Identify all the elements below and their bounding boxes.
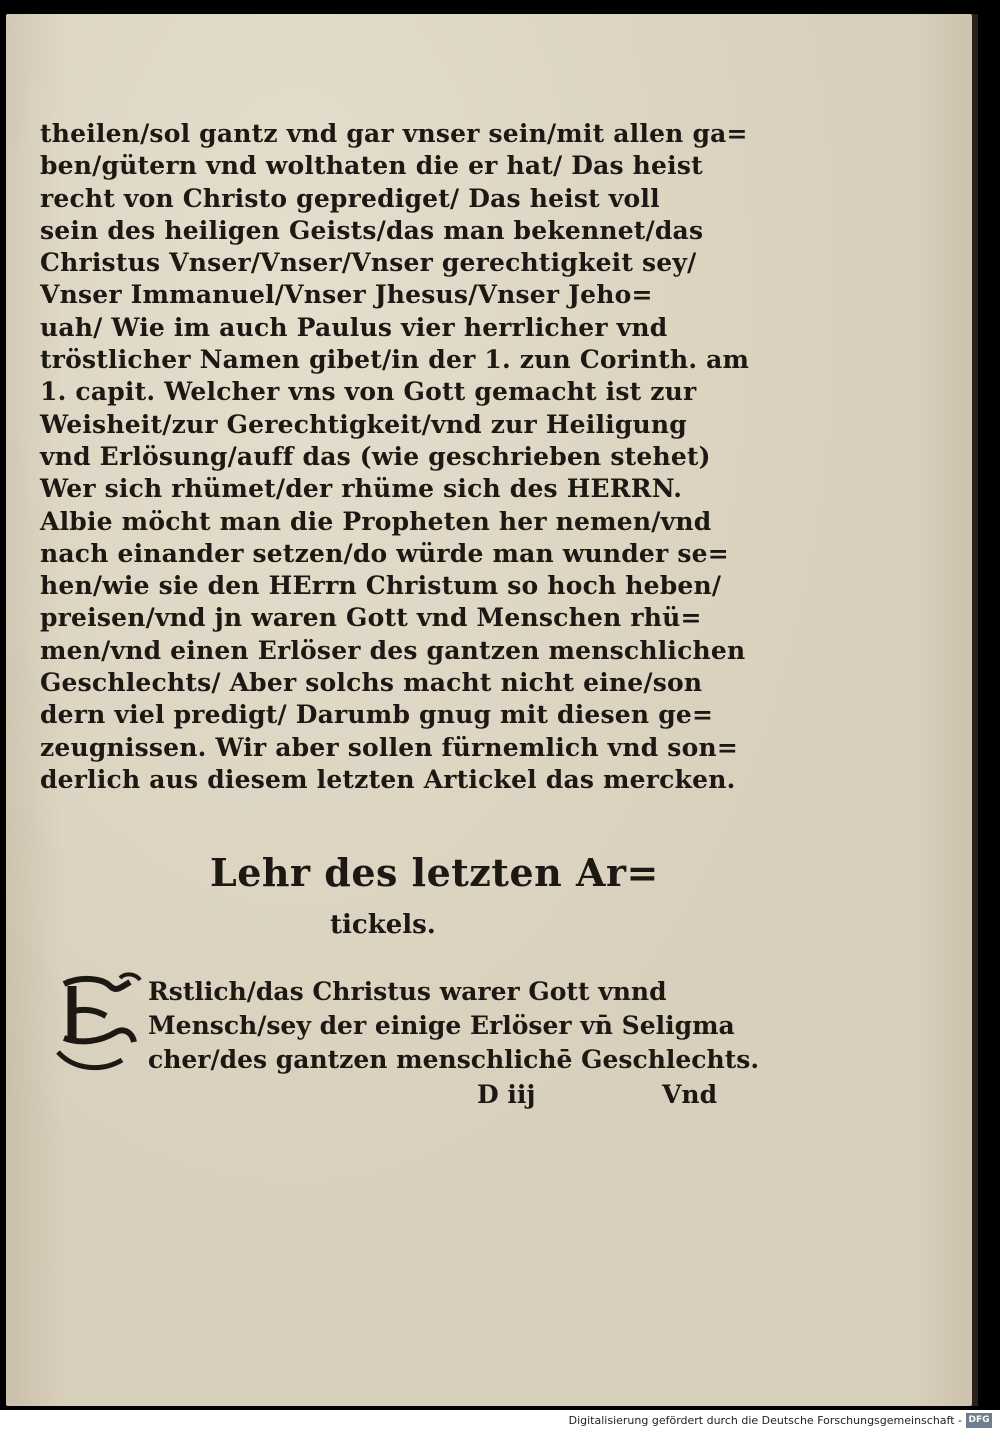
text-line: tröstlicher Namen gibet/in der 1. zun Corinth. am [40, 345, 750, 375]
text-line: zeugnissen. Wir aber sollen fürnemlich vnd son= [40, 732, 738, 762]
text-line: Mensch/sey der einige Erlöser vn̄ Seligma [148, 1011, 735, 1040]
text-line: Wer sich rhümet/der rhüme sich des HERRN. [40, 474, 683, 504]
section-heading: Lehr des letzten Ar= [210, 850, 659, 895]
text-line: sein des heiligen Geists/das man bekennet/das [40, 215, 704, 245]
text-line: Geschlechts/ Aber solchs macht nicht eine/son [40, 668, 703, 698]
text-line: nach einander setzen/do würde man wunder se= [40, 538, 729, 568]
text-line: Albie möcht man die Propheten her nemen/vnd [40, 506, 712, 536]
text-line: 1. capit. Welcher vns von Gott gemacht ist zur [40, 377, 697, 407]
text-line: uah/ Wie im auch Paulus vier herrlicher vnd [40, 312, 668, 342]
text-line: theilen/sol gantz vnd gar vnser sein/mit allen ga= [40, 119, 748, 148]
footer-credit: Digitalisierung gefördert durch die Deutsche Forschungsgemeinschaft - [568, 1414, 962, 1427]
text-line: recht von Christo geprediget/ Das heist voll [40, 183, 660, 213]
text-line: ben/gütern vnd wolthaten die er hat/ Das heist [40, 151, 703, 181]
text-line: vnd Erlösung/auff das (wie geschrieben stehet) [40, 441, 711, 471]
dfg-logo: DFG [966, 1413, 992, 1428]
text-line: preisen/vnd jn waren Gott vnd Menschen rhü= [40, 603, 702, 633]
text-line: men/vnd einen Erlöser des gantzen menschlichen [40, 635, 746, 665]
text-line: Weisheit/zur Gerechtigkeit/vnd zur Heiligung [40, 409, 687, 439]
text-line: derlich aus diesem letzten Artickel das mercken. [40, 764, 736, 794]
page-edge [972, 14, 978, 1406]
text-line: cher/des gantzen menschlichē Geschlechts. [148, 1045, 760, 1074]
text-line: Rstlich/das Christus warer Gott vnnd [148, 977, 667, 1006]
signature-mark: D iij [477, 1080, 536, 1109]
text-line: hen/wie sie den HErrn Christum so hoch heben/ [40, 571, 722, 601]
text-line: Christus Vnser/Vnser/Vnser gerechtigkeit sey/ [40, 248, 697, 278]
body-text-block [40, 118, 750, 796]
text-line: Vnser Immanuel/Vnser Jhesus/Vnser Jeho= [40, 280, 653, 310]
section-heading-continuation: tickels. [330, 910, 436, 940]
text-line: dern viel predigt/ Darumb gnug mit diesen ge= [40, 700, 714, 730]
footer-bar [0, 1410, 1000, 1432]
paragraph [40, 975, 760, 1077]
catchword: Vnd [662, 1080, 718, 1109]
